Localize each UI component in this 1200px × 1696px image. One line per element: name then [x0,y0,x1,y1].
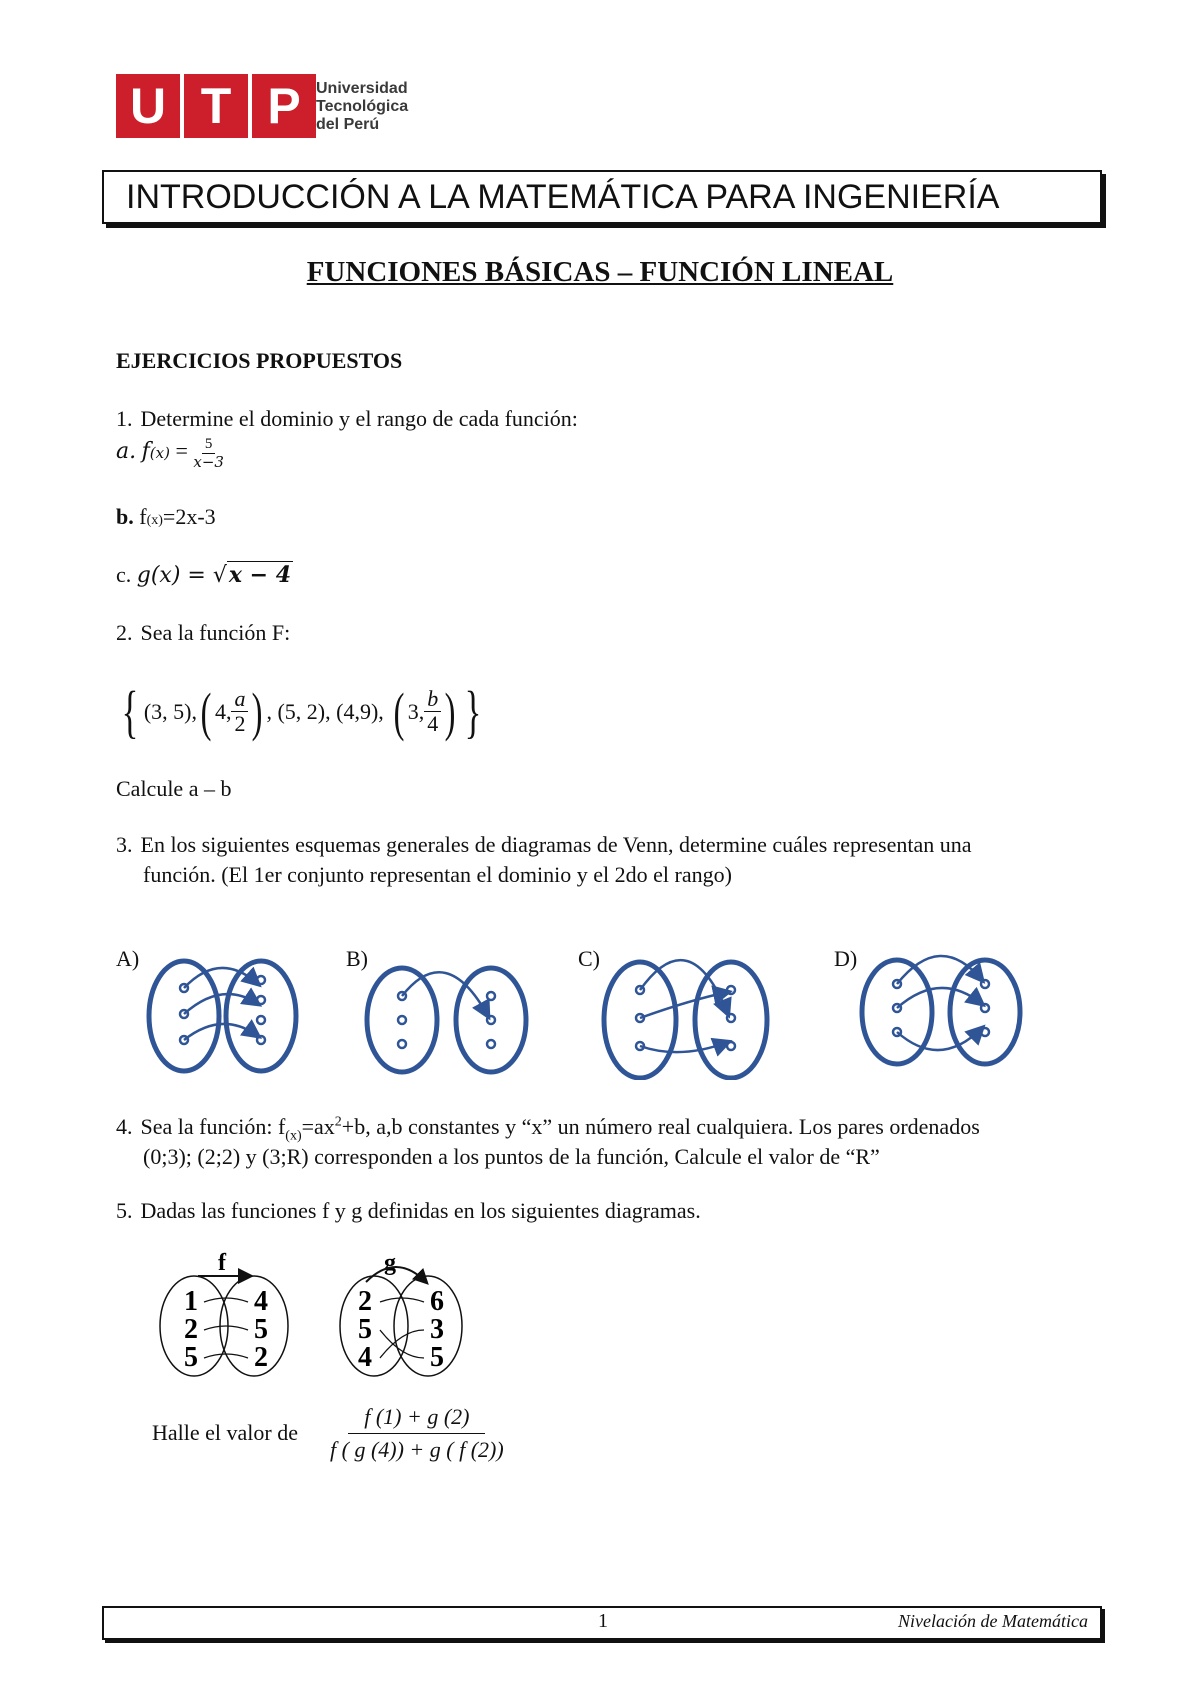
function-name: f [141,439,150,465]
close-brace: } [464,679,482,744]
f-label: f [218,1250,226,1276]
exercise-4-text-2: =ax [301,1114,335,1139]
section-title: EJERCICIOS PROPUESTOS [116,348,403,373]
f-range-3: 2 [254,1342,268,1373]
function-subscript: (x) [146,513,163,528]
g-domain-2: 5 [358,1314,372,1345]
page-number: 1 [598,1610,608,1632]
pair-2-fraction [231,687,248,736]
pair-5-fraction [424,687,441,736]
value-numerator: f (1) + g (2) [348,1404,485,1434]
exercise-3 [116,832,972,858]
function-subscript: (x) [285,1128,302,1144]
function-g-diagram [340,1250,462,1376]
f-domain-2: 2 [184,1314,198,1345]
open-paren: ( [393,681,405,742]
fraction-denominator: 2 [234,711,246,736]
exercise-5 [116,1198,701,1224]
fraction [193,436,224,470]
pair-2-first: 4, [214,698,232,724]
venn-label-c: C) [578,946,600,971]
function-subscript: (x) [149,444,170,463]
item-label: c. [116,562,132,587]
function-name: f [139,504,147,529]
function-set [116,678,487,745]
exercise-number: 5. [116,1198,133,1223]
venn-label-a: A) [116,946,140,971]
g-label: g [384,1250,396,1276]
venn-diagram-c [604,962,767,1078]
footer-course-name: Nivelación de Matemática [898,1611,1088,1631]
equals-sign: = [175,438,188,464]
exercise-1a [116,436,224,470]
calculate-text: Calcule a – b [116,776,232,801]
university-line-3: del Perú [316,116,380,133]
item-label: a. [116,439,137,465]
value-fraction [330,1404,504,1463]
venn-label-d: D) [834,946,858,971]
exercise-1c [116,562,293,588]
exercise-3-line-2: función. (El 1er conjunto representan el dominio y el 2do el rango) [143,862,732,887]
exercise-number: 4. [116,1114,133,1139]
g-domain-3: 4 [358,1342,372,1373]
g-range-3: 5 [430,1342,444,1373]
g-domain-1: 2 [358,1286,372,1317]
function-f-diagram [160,1250,288,1376]
university-line-1: Universidad [316,80,408,97]
utp-logo [116,74,316,138]
fraction-denominator: 4 [427,711,439,736]
fraction-numerator: a [231,687,248,712]
g-range-1: 6 [430,1286,444,1317]
function-body: =2x-3 [162,504,216,529]
item-label: b. [116,504,134,529]
f-range-2: 5 [254,1314,268,1345]
function-lhs: g(x) = √ [136,563,227,588]
venn-diagrams [0,940,1200,1080]
exercise-4 [116,1114,980,1144]
university-line-2: Tecnológica [316,98,409,115]
value-denominator: f ( g (4)) + g ( f (2)) [330,1437,504,1462]
f-domain-1: 1 [184,1286,198,1317]
open-brace: { [121,679,139,744]
pair-1: (3, 5), [143,698,197,724]
f-domain-3: 5 [184,1342,198,1373]
exercise-1b [116,504,216,530]
exercise-1 [116,406,578,432]
logo-letter-t: T [184,74,248,138]
radicand: x − 4 [228,562,292,588]
venn-label-b: B) [346,946,368,971]
pair-5-first: 3, [407,698,425,724]
course-title: INTRODUCCIÓN A LA MATEMÁTICA PARA INGENIERÍA [102,170,1102,224]
exercise-2-text: Sea la función F: [140,620,291,645]
open-paren: ( [200,681,212,742]
exercise-number: 1. [116,406,133,431]
exercise-1-text: Determine el dominio y el rango de cada función: [140,406,578,431]
venn-diagram-b [367,968,526,1072]
exercise-4-line-2: (0;3); (2;2) y (3;R) corresponden a los puntos de la función, Calcule el valor de “R” [143,1144,880,1169]
exercise-number: 2. [116,620,133,645]
exercise-4-text-1: Sea la función: f [140,1114,286,1139]
venn-diagram-d [862,960,1020,1064]
pairs-3-4: , (5, 2), (4,9), [266,698,384,724]
exercise-number: 3. [116,832,133,857]
venn-diagram-a [149,961,296,1071]
close-paren: ) [444,681,456,742]
exercise-2 [116,620,290,646]
exercise-5-text: Dadas las funciones f y g definidas en los siguientes diagramas. [140,1198,701,1223]
f-range-1: 4 [254,1286,268,1317]
function-diagrams [150,1248,470,1378]
g-range-2: 3 [430,1314,444,1345]
university-name [316,80,408,134]
close-paren: ) [252,681,263,742]
find-value-text: Halle el valor de [152,1420,298,1445]
exercise-4-text-3: +b, a,b constantes y “x” un número real cualquiera. Los pares ordenados [341,1114,980,1139]
logo-letter-p: P [252,74,316,138]
exercise-3-line-1: En los siguientes esquemas generales de diagramas de Venn, determine cuáles representan una [140,832,972,857]
fraction-denominator: x−3 [193,452,224,471]
exponent: 2 [334,1114,342,1130]
fraction-numerator: b [424,687,441,712]
page-subtitle: FUNCIONES BÁSICAS – FUNCIÓN LINEAL [306,256,894,288]
logo-letter-u: U [116,74,180,138]
fraction-numerator: 5 [202,436,216,454]
